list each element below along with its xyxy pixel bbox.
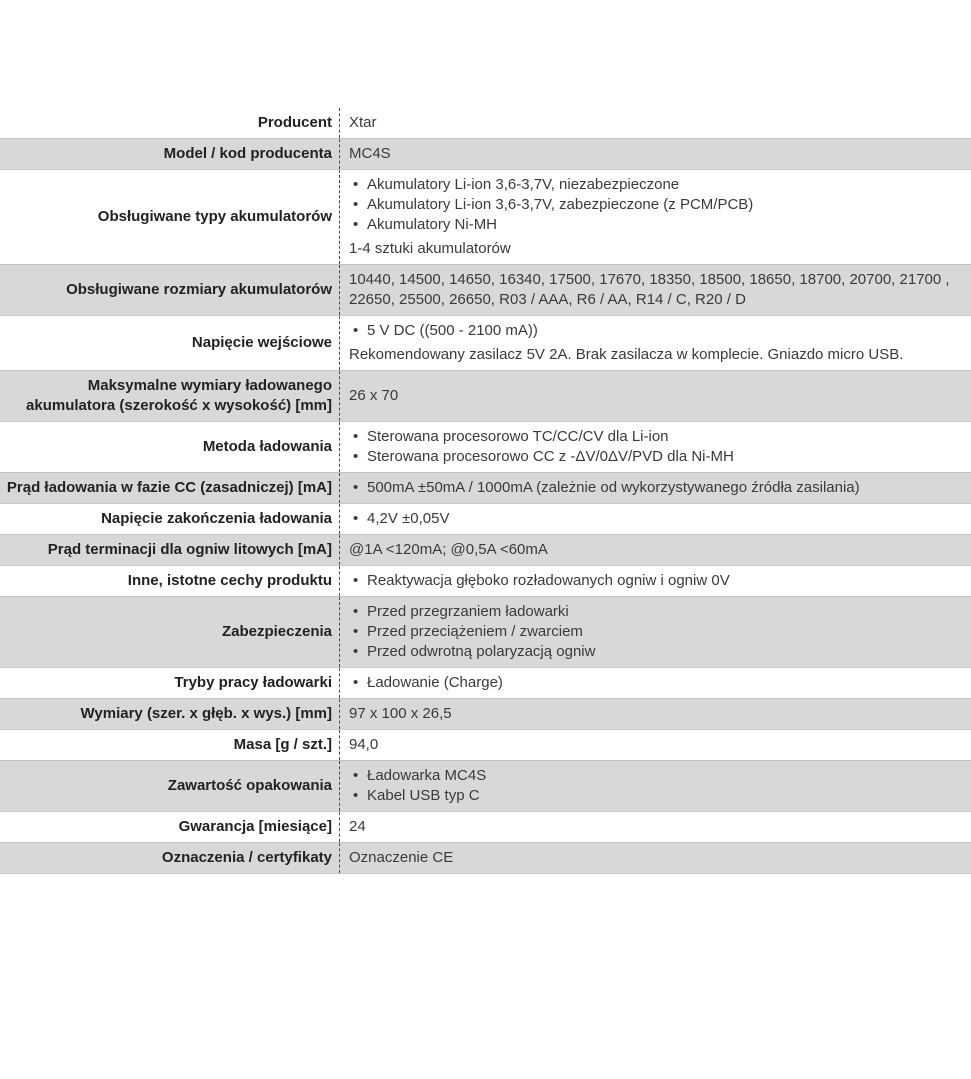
bullet-icon: • xyxy=(353,603,359,620)
spec-value xyxy=(339,566,971,596)
spec-label: Inne, istotne cechy produktu xyxy=(127,572,332,589)
spec-row xyxy=(0,108,971,138)
bullet-item xyxy=(348,673,959,693)
spec-label: Zabezpieczenia xyxy=(221,623,332,640)
spec-label: Oznaczenia / certyfikaty xyxy=(161,849,332,866)
spec-row xyxy=(0,534,971,566)
spec-row xyxy=(0,422,971,472)
spec-label: Masa [g / szt.] xyxy=(233,736,332,753)
spec-value xyxy=(339,597,971,667)
bullet-icon: • xyxy=(353,787,359,804)
spec-row xyxy=(0,842,971,874)
spec-label: Napięcie zakończenia ładowania xyxy=(101,510,332,527)
bullet-icon: • xyxy=(353,176,359,193)
text-item: Rekomendowany zasilacz 5V 2A. Brak zasilacza w komplecie. Gniazdo micro USB. xyxy=(349,346,904,363)
spec-label: Prąd ładowania w fazie CC (zasadniczej) [mA] xyxy=(6,479,332,496)
text-item: Oznaczenie CE xyxy=(349,849,454,866)
spec-row xyxy=(0,596,971,668)
bullet-icon: • xyxy=(353,643,359,660)
bullet-item xyxy=(348,175,959,195)
spec-label: Producent xyxy=(257,114,332,131)
spec-table xyxy=(0,108,971,874)
bullet-icon: • xyxy=(353,767,359,784)
spec-row xyxy=(0,566,971,596)
spec-value xyxy=(339,812,971,842)
spec-label: Gwarancja [miesiące] xyxy=(178,818,332,835)
spec-row xyxy=(0,264,971,316)
bullet-icon: • xyxy=(353,674,359,691)
spec-label: Tryby pracy ładowarki xyxy=(174,674,332,691)
bullet-item xyxy=(348,786,959,806)
bullet-icon: • xyxy=(353,428,359,445)
spec-value xyxy=(339,668,971,698)
spec-row xyxy=(0,504,971,534)
bullet-icon: • xyxy=(353,572,359,589)
text-item: 24 xyxy=(349,818,366,835)
spec-row xyxy=(0,698,971,730)
spec-value xyxy=(339,473,971,503)
bullet-item xyxy=(348,427,959,447)
spec-value xyxy=(339,170,971,264)
bullet-icon: • xyxy=(353,322,359,339)
spec-value xyxy=(339,265,971,315)
bullet-item-text: Reaktywacja głęboko rozładowanych ogniw i ogniw 0V xyxy=(367,572,730,589)
spec-value xyxy=(339,535,971,565)
spec-row xyxy=(0,370,971,422)
spec-label: Maksymalne wymiary ładowanego akumulatora (szerokość x wysokość) [mm] xyxy=(26,377,332,414)
bullet-item-text: Akumulatory Li-ion 3,6-3,7V, niezabezpieczone xyxy=(367,176,680,193)
bullet-icon: • xyxy=(353,623,359,640)
bullet-item xyxy=(348,766,959,786)
text-item: 97 x 100 x 26,5 xyxy=(349,705,452,722)
spec-row xyxy=(0,760,971,812)
bullet-item-text: Ładowarka MC4S xyxy=(367,767,487,784)
page xyxy=(0,108,971,1079)
bullet-item xyxy=(348,215,959,235)
bullet-item-text: Sterowana procesorowo TC/CC/CV dla Li-ion xyxy=(367,428,669,445)
spec-value xyxy=(339,699,971,729)
spec-label: Napięcie wejściowe xyxy=(191,334,332,351)
spec-value xyxy=(339,730,971,760)
bullet-item xyxy=(348,321,959,341)
text-item: 10440, 14500, 14650, 16340, 17500, 17670, 18350, 18500, 18650, 18700, 20700, 21700 , 22650, 25500, 26650, R03 / AAA, R6 / AA, R14 / C, R20 / D xyxy=(349,271,950,308)
text-item: 94,0 xyxy=(349,736,379,753)
spec-label: Model / kod producenta xyxy=(163,145,332,162)
spec-value xyxy=(339,422,971,472)
bullet-icon: • xyxy=(353,510,359,527)
spec-label: Metoda ładowania xyxy=(202,438,332,455)
spec-label: Wymiary (szer. x głęb. x wys.) [mm] xyxy=(80,705,332,722)
bullet-item xyxy=(348,195,959,215)
spec-label: Obsługiwane rozmiary akumulatorów xyxy=(66,281,332,298)
text-item: MC4S xyxy=(349,145,391,162)
bullet-item xyxy=(348,622,959,642)
spec-row xyxy=(0,316,971,370)
bullet-icon: • xyxy=(353,448,359,465)
spec-row xyxy=(0,170,971,264)
spec-value xyxy=(339,108,971,138)
spec-value xyxy=(339,316,971,370)
spec-value xyxy=(339,371,971,421)
bullet-item-text: 5 V DC ((500 - 2100 mA)) xyxy=(367,322,538,339)
bullet-item-text: Sterowana procesorowo CC z -ΔV/0ΔV/PVD dla Ni-MH xyxy=(367,448,734,465)
bullet-item xyxy=(348,509,959,529)
bullet-icon: • xyxy=(353,479,359,496)
bullet-item-text: Akumulatory Ni-MH xyxy=(367,216,498,233)
spec-row xyxy=(0,668,971,698)
text-item: 1-4 sztuki akumulatorów xyxy=(349,240,511,257)
bullet-item-text: 4,2V ±0,05V xyxy=(367,510,450,527)
spec-label: Prąd terminacji dla ogniw litowych [mA] xyxy=(47,541,332,558)
bullet-item-text: Ładowanie (Charge) xyxy=(367,674,503,691)
bullet-item xyxy=(348,602,959,622)
text-item: Xtar xyxy=(349,114,377,131)
spec-label: Zawartość opakowania xyxy=(167,777,332,794)
spec-row xyxy=(0,812,971,842)
text-item: @1A <120mA; @0,5A <60mA xyxy=(349,541,548,558)
spec-value xyxy=(339,504,971,534)
bullet-icon: • xyxy=(353,216,359,233)
text-item: 26 x 70 xyxy=(349,387,399,404)
spec-label: Obsługiwane typy akumulatorów xyxy=(97,208,332,225)
spec-row xyxy=(0,730,971,760)
bullet-item-text: Akumulatory Li-ion 3,6-3,7V, zabezpieczone (z PCM/PCB) xyxy=(367,196,754,213)
spec-value xyxy=(339,761,971,811)
bullet-item xyxy=(348,478,959,498)
bullet-icon: • xyxy=(353,196,359,213)
bullet-item-text: Kabel USB typ C xyxy=(367,787,480,804)
bullet-item-text: Przed odwrotną polaryzacją ogniw xyxy=(367,643,596,660)
bullet-item-text: Przed przeciążeniem / zwarciem xyxy=(367,623,583,640)
bullet-item-text: Przed przegrzaniem ładowarki xyxy=(367,603,569,620)
spec-value xyxy=(339,843,971,873)
bullet-item xyxy=(348,571,959,591)
bullet-item-text: 500mA ±50mA / 1000mA (zależnie od wykorzystywanego źródła zasilania) xyxy=(367,479,860,496)
spec-row xyxy=(0,138,971,170)
spec-row xyxy=(0,472,971,504)
bullet-item xyxy=(348,642,959,662)
bullet-item xyxy=(348,447,959,467)
spec-value xyxy=(339,139,971,169)
